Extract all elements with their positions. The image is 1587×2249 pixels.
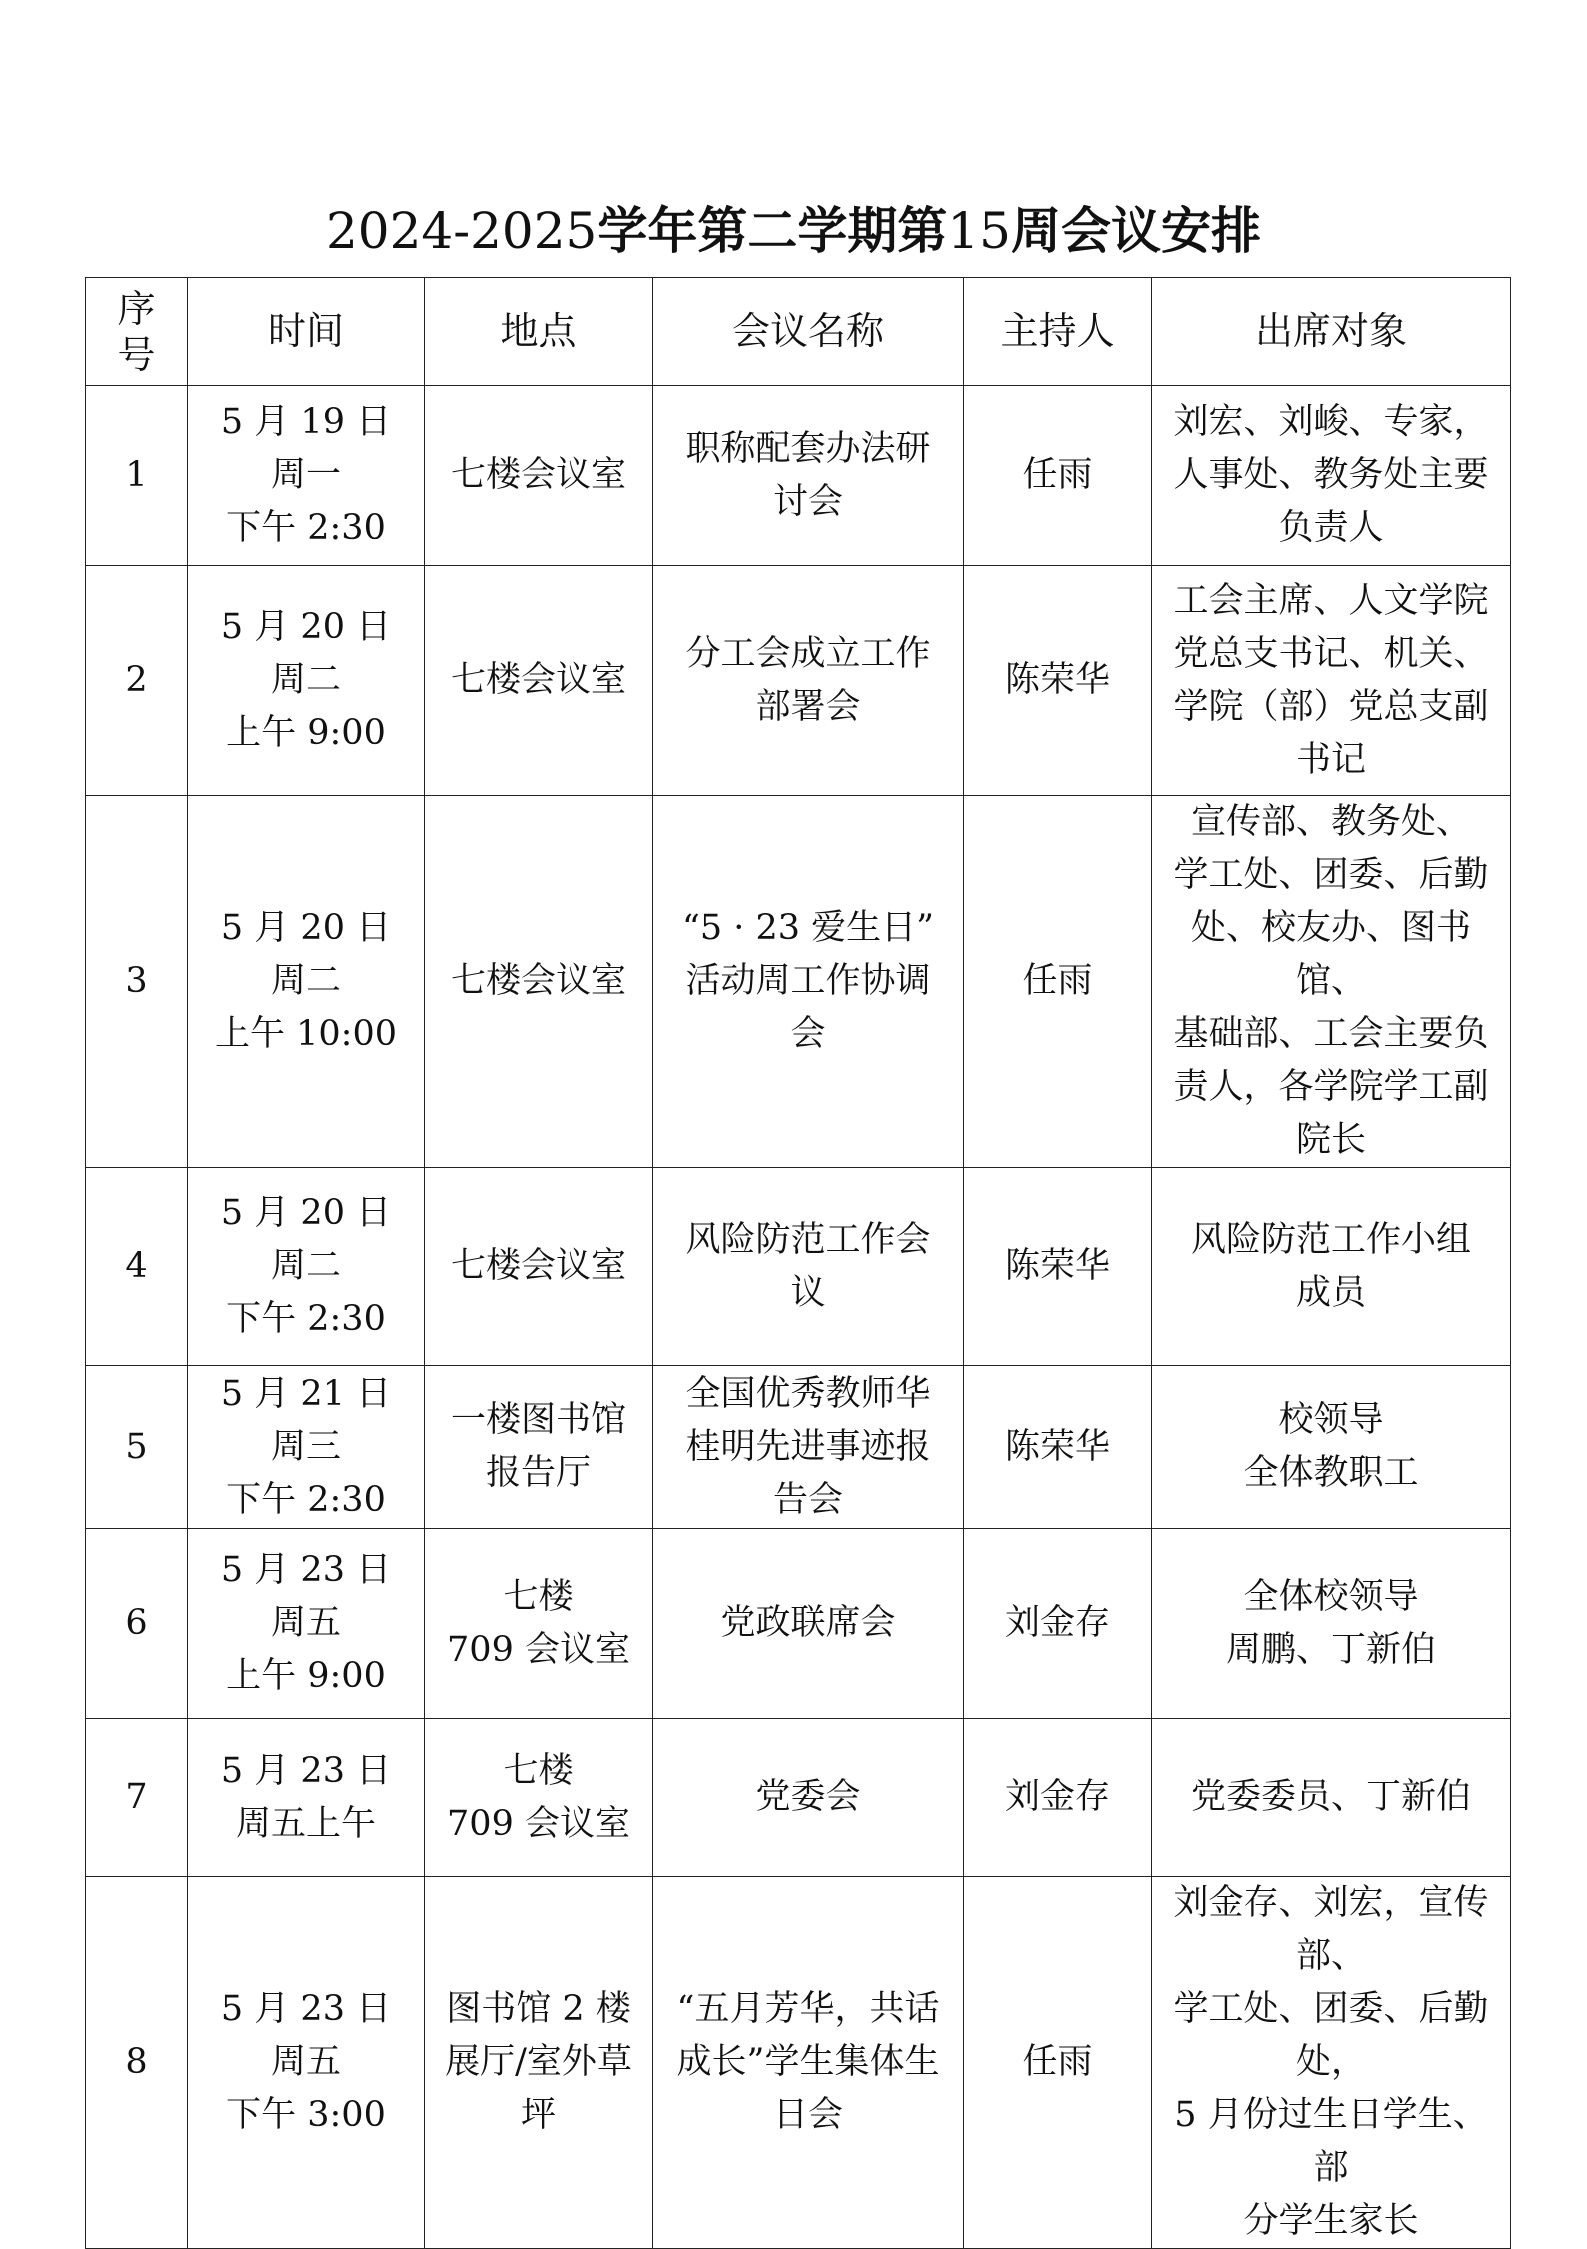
title-week-number: 15 bbox=[947, 202, 1011, 260]
cell-time-line: 周二 bbox=[270, 660, 341, 700]
cell-time-line: 上午 9:00 bbox=[226, 713, 386, 753]
cell-time-line: 5 月 23 日 bbox=[220, 1989, 392, 2029]
cell-place bbox=[425, 1877, 653, 2249]
cell-index: 4 bbox=[86, 1168, 188, 1366]
cell-attendees bbox=[1152, 1719, 1511, 1877]
cell-attendees bbox=[1152, 796, 1511, 1168]
cell-time-line: 5 月 23 日 bbox=[220, 1750, 392, 1791]
cell-time bbox=[188, 566, 425, 796]
cell-meeting-name-line: 党委会 bbox=[755, 1777, 861, 1817]
cell-time-line: 周五 bbox=[270, 2042, 341, 2082]
cell-host: 任雨 bbox=[964, 796, 1152, 1168]
cell-meeting-name bbox=[653, 386, 964, 566]
cell-time-line: 5 月 19 日 bbox=[220, 402, 392, 442]
cell-index: 8 bbox=[86, 1877, 188, 2249]
cell-time-line: 下午 2:30 bbox=[226, 1479, 386, 1520]
cell-attendees-line: 学工处、团委、后勤处， bbox=[1173, 1989, 1489, 2082]
cell-index: 5 bbox=[86, 1366, 188, 1529]
cell-time bbox=[188, 386, 425, 566]
cell-attendees-line: 人事处、教务处主要 bbox=[1173, 455, 1489, 495]
title-year: 2024-2025 bbox=[325, 202, 598, 260]
cell-attendees-line: 责人，各学院学工副 bbox=[1173, 1067, 1489, 1107]
cell-attendees-line: 工会主席、人文学院 bbox=[1173, 580, 1489, 621]
cell-place-line: 709 会议室 bbox=[447, 1803, 630, 1844]
cell-attendees bbox=[1152, 386, 1511, 566]
cell-place bbox=[425, 1366, 653, 1529]
cell-meeting-name bbox=[653, 1529, 964, 1719]
cell-meeting-name bbox=[653, 796, 964, 1168]
cell-meeting-name-line: 桂明先进事迹报 bbox=[685, 1426, 931, 1467]
cell-time bbox=[188, 796, 425, 1168]
table-row bbox=[86, 566, 1511, 796]
cell-place-line: 七楼 bbox=[503, 1750, 574, 1791]
cell-time-line: 5 月 20 日 bbox=[220, 607, 392, 647]
cell-meeting-name-line: 部署会 bbox=[755, 686, 861, 727]
cell-time-line: 下午 3:00 bbox=[226, 2095, 386, 2135]
header-time: 时间 bbox=[188, 278, 425, 386]
cell-attendees-line: 全体教职工 bbox=[1243, 1453, 1419, 1493]
cell-time-line: 5 月 21 日 bbox=[220, 1373, 392, 1414]
cell-attendees-line: 5 月份过生日学生、部 bbox=[1174, 2095, 1488, 2188]
cell-meeting-name-line: 会 bbox=[790, 1014, 826, 1054]
cell-meeting-name-line: “五月芳华，共话 bbox=[676, 1989, 940, 2029]
cell-host: 刘金存 bbox=[964, 1719, 1152, 1877]
cell-attendees bbox=[1152, 1877, 1511, 2249]
header-index-line: 号 bbox=[117, 332, 156, 377]
cell-time bbox=[188, 1719, 425, 1877]
cell-attendees bbox=[1152, 1168, 1511, 1366]
cell-host: 任雨 bbox=[964, 386, 1152, 566]
cell-attendees-line: 成员 bbox=[1295, 1272, 1366, 1313]
cell-time-line: 下午 2:30 bbox=[226, 1299, 386, 1339]
cell-attendees bbox=[1152, 1366, 1511, 1529]
schedule-body bbox=[86, 386, 1511, 2249]
header-index-line: 序 bbox=[117, 286, 156, 331]
cell-time-line: 周二 bbox=[270, 961, 341, 1001]
cell-host: 任雨 bbox=[964, 1877, 1152, 2249]
cell-meeting-name-line: 职称配套办法研 bbox=[685, 428, 931, 469]
cell-place-line: 709 会议室 bbox=[447, 1629, 630, 1670]
cell-meeting-name-line: 风险防范工作会 bbox=[685, 1219, 931, 1260]
cell-place-line: 七楼会议室 bbox=[450, 1246, 626, 1286]
cell-meeting-name-line: 全国优秀教师华 bbox=[685, 1373, 931, 1414]
cell-place-line: 图书馆 2 楼 bbox=[446, 1989, 631, 2029]
cell-host: 陈荣华 bbox=[964, 1168, 1152, 1366]
cell-attendees-line: 刘宏、刘峻、专家， bbox=[1173, 402, 1489, 442]
cell-time-line: 周三 bbox=[270, 1426, 341, 1467]
header-meeting-name: 会议名称 bbox=[653, 278, 964, 386]
cell-meeting-name bbox=[653, 1366, 964, 1529]
header-host: 主持人 bbox=[964, 278, 1152, 386]
cell-meeting-name-line: 成长”学生集体生 bbox=[676, 2042, 940, 2082]
cell-meeting-name bbox=[653, 1719, 964, 1877]
cell-meeting-name bbox=[653, 566, 964, 796]
cell-time-line: 周一 bbox=[270, 455, 341, 495]
cell-place-line: 七楼会议室 bbox=[450, 961, 626, 1001]
cell-time-line: 5 月 20 日 bbox=[220, 908, 392, 948]
cell-attendees-line: 院长 bbox=[1295, 1120, 1366, 1160]
cell-attendees-line: 宣传部、教务处、 bbox=[1190, 802, 1471, 842]
cell-host: 刘金存 bbox=[964, 1529, 1152, 1719]
cell-place bbox=[425, 1719, 653, 1877]
cell-index: 1 bbox=[86, 386, 188, 566]
table-row bbox=[86, 796, 1511, 1168]
cell-meeting-name bbox=[653, 1877, 964, 2249]
cell-attendees-line: 基础部、工会主要负 bbox=[1173, 1014, 1489, 1054]
cell-time-line: 上午 9:00 bbox=[226, 1656, 386, 1696]
cell-meeting-name-line: 分工会成立工作 bbox=[685, 633, 931, 674]
cell-time bbox=[188, 1168, 425, 1366]
cell-time bbox=[188, 1877, 425, 2249]
cell-attendees-line: 党委委员、丁新伯 bbox=[1190, 1777, 1471, 1817]
cell-time-line: 周五上午 bbox=[235, 1803, 376, 1844]
cell-attendees-line: 负责人 bbox=[1278, 508, 1384, 548]
cell-attendees-line: 风险防范工作小组 bbox=[1190, 1219, 1471, 1260]
cell-index: 7 bbox=[86, 1719, 188, 1877]
table-row bbox=[86, 1366, 1511, 1529]
cell-meeting-name-line: 活动周工作协调 bbox=[685, 961, 931, 1001]
cell-attendees-line: 分学生家长 bbox=[1243, 2201, 1419, 2241]
cell-meeting-name-line: 讨会 bbox=[772, 481, 843, 522]
cell-time bbox=[188, 1529, 425, 1719]
cell-time bbox=[188, 1366, 425, 1529]
header-place: 地点 bbox=[425, 278, 653, 386]
cell-time-line: 周二 bbox=[270, 1246, 341, 1286]
cell-index: 6 bbox=[86, 1529, 188, 1719]
cell-attendees-line: 全体校领导 bbox=[1243, 1576, 1419, 1617]
title-semester: 学年第二学期第 bbox=[597, 202, 948, 260]
cell-place-line: 一楼图书馆 bbox=[450, 1400, 626, 1440]
cell-index: 3 bbox=[86, 796, 188, 1168]
cell-attendees-line: 学院（部）党总支副 bbox=[1173, 686, 1489, 727]
cell-place-line: 七楼会议室 bbox=[450, 660, 626, 700]
cell-place bbox=[425, 1529, 653, 1719]
table-row bbox=[86, 1719, 1511, 1877]
cell-time-line: 5 月 23 日 bbox=[220, 1550, 392, 1590]
cell-place-line: 七楼 bbox=[503, 1576, 574, 1617]
cell-time-line: 下午 2:30 bbox=[226, 508, 386, 548]
cell-place-line: 七楼会议室 bbox=[450, 455, 626, 495]
cell-meeting-name bbox=[653, 1168, 964, 1366]
cell-place bbox=[425, 566, 653, 796]
header-index bbox=[86, 278, 188, 386]
table-row bbox=[86, 1529, 1511, 1719]
cell-index: 2 bbox=[86, 566, 188, 796]
cell-place bbox=[425, 796, 653, 1168]
cell-attendees-line: 书记 bbox=[1295, 739, 1366, 780]
header-attendees: 出席对象 bbox=[1152, 278, 1511, 386]
cell-place-line: 展厅/室外草 bbox=[445, 2042, 632, 2082]
cell-place-line: 报告厅 bbox=[485, 1453, 591, 1493]
cell-host: 陈荣华 bbox=[964, 566, 1152, 796]
cell-attendees-line: 校领导 bbox=[1278, 1400, 1384, 1440]
table-row bbox=[86, 1168, 1511, 1366]
cell-attendees bbox=[1152, 566, 1511, 796]
cell-meeting-name-line: 党政联席会 bbox=[720, 1603, 896, 1643]
cell-attendees-line: 处、校友办、图书馆、 bbox=[1190, 908, 1471, 1001]
cell-attendees-line: 周鹏、丁新伯 bbox=[1225, 1629, 1436, 1670]
cell-meeting-name-line: 议 bbox=[790, 1272, 826, 1313]
cell-attendees bbox=[1152, 1529, 1511, 1719]
table-row bbox=[86, 1877, 1511, 2249]
table-row bbox=[86, 386, 1511, 566]
cell-time-line: 上午 10:00 bbox=[215, 1014, 397, 1054]
cell-meeting-name-line: 日会 bbox=[772, 2095, 843, 2135]
cell-meeting-name-line: 告会 bbox=[772, 1479, 843, 1520]
cell-place bbox=[425, 386, 653, 566]
cell-attendees-line: 学工处、团委、后勤 bbox=[1173, 855, 1489, 895]
title-suffix: 周会议安排 bbox=[1011, 202, 1261, 260]
page-title bbox=[0, 196, 1587, 266]
cell-time-line: 周五 bbox=[270, 1603, 341, 1643]
cell-attendees-line: 党总支书记、机关、 bbox=[1173, 633, 1489, 674]
cell-place bbox=[425, 1168, 653, 1366]
cell-meeting-name-line: “5 · 23 爱生日” bbox=[681, 908, 935, 948]
meeting-schedule-table bbox=[85, 277, 1511, 2249]
cell-host: 陈荣华 bbox=[964, 1366, 1152, 1529]
header-row bbox=[86, 278, 1511, 386]
cell-place-line: 坪 bbox=[520, 2095, 556, 2135]
cell-time-line: 5 月 20 日 bbox=[220, 1193, 392, 1233]
cell-attendees-line: 刘金存、刘宏，宣传部、 bbox=[1173, 1883, 1489, 1976]
